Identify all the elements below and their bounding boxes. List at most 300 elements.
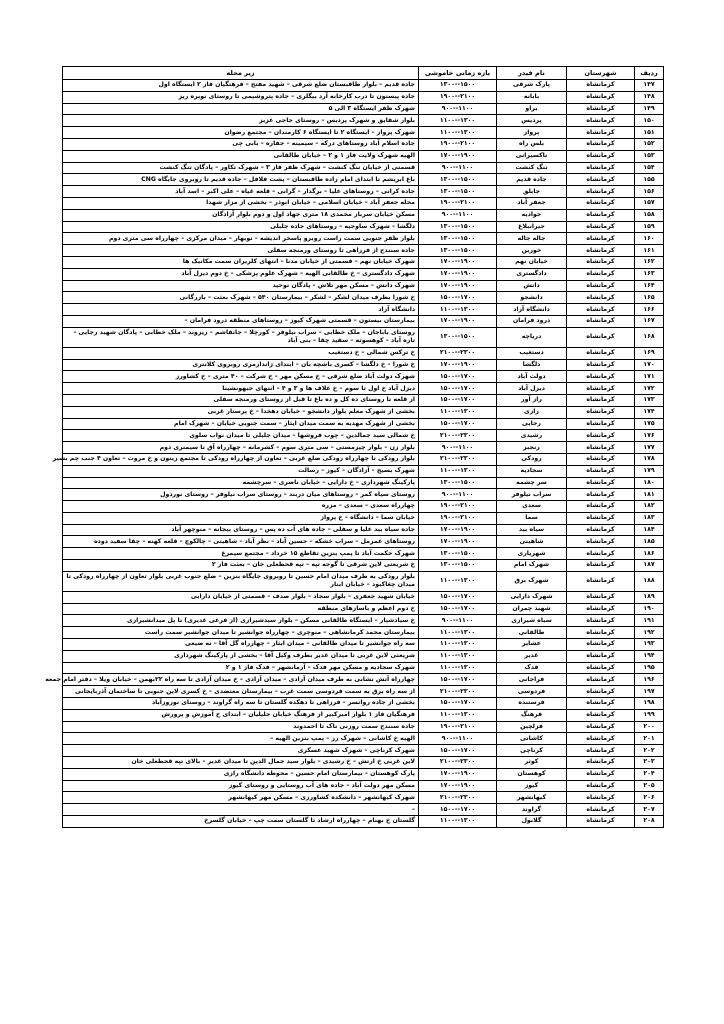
- row-number-cell: ۱۷۵: [635, 418, 664, 430]
- table-row: [63, 627, 664, 639]
- time-cell: ۲۱۰۰--۱۹۰۰: [419, 721, 497, 733]
- table-row: [63, 757, 664, 769]
- feeder-cell: سیاه بید: [497, 524, 567, 536]
- area-cell: بلوار زن – بلوار چیزمستی – سی متری سوم – کشرمانه – چهارراه آق تا سیمتری دوم: [63, 442, 419, 454]
- header-county: شهرستان: [567, 67, 635, 80]
- row-number-cell: ۲۰۳: [635, 757, 664, 769]
- feeder-cell: سیاه شیرازی: [497, 615, 567, 627]
- area-cell: بلوار شقایق و شهرک پردیس – روستای حاجی عزیز: [63, 115, 419, 127]
- county-cell: کرمانشاه: [567, 477, 635, 489]
- area-cell: بلوار رودکی به طرف میدان امام حسین تا روبروی جایگاه بنزین – ضلع جنوب غربی بلوار تعاون از چهارراه رودکی تا میدان چغاکبود – خیابان ابنار: [63, 571, 419, 591]
- time-cell: ۱۵۰۰--۱۳۰۰: [419, 186, 497, 198]
- county-cell: کرمانشاه: [567, 221, 635, 233]
- county-cell: کرمانشاه: [567, 536, 635, 548]
- area-cell: بخشی از شهرک مهدیه به سمت میدان ایثار – سمت جنوبی خیابان – شهرک امام: [63, 418, 419, 430]
- row-number-cell: ۱۶۰: [635, 233, 664, 245]
- feeder-cell: جعفر آباد: [497, 197, 567, 209]
- feeder-cell: شهرک دارایی: [497, 591, 567, 603]
- county-cell: کرمانشاه: [567, 304, 635, 316]
- time-cell: ۱۱۰۰--۹۰۰: [419, 103, 497, 115]
- feeder-cell: دلگشا: [497, 359, 567, 371]
- area-cell: خ شمالی سید جمالدین – چوب فروشها – میدان جلیلی تا میدان نواب سلوی: [63, 430, 419, 442]
- row-number-cell: ۱۸۶: [635, 548, 664, 560]
- time-cell: ۱۹۰۰--۱۷۰۰: [419, 524, 497, 536]
- table-row: [63, 221, 664, 233]
- county-cell: کرمانشاه: [567, 698, 635, 710]
- table-row: [63, 453, 664, 465]
- table-row: [63, 816, 664, 828]
- county-cell: کرمانشاه: [567, 615, 635, 627]
- county-cell: کرمانشاه: [567, 489, 635, 501]
- time-cell: ۲۳۰۰--۲۱۰۰: [419, 453, 497, 465]
- feeder-cell: بابانه: [497, 91, 567, 103]
- county-cell: کرمانشاه: [567, 162, 635, 174]
- table-row: [63, 327, 664, 347]
- table-row: [63, 406, 664, 418]
- time-cell: ۲۳۰۰--۲۱۰۰: [419, 792, 497, 804]
- table-row: [63, 115, 664, 127]
- area-cell: مسکن خیابان سرباز محمدی ۱۸ متری جهاد اول و دوم بلوار آزادگان: [63, 209, 419, 221]
- feeder-cell: کیوز: [497, 780, 567, 792]
- table-row: [63, 792, 664, 804]
- feeder-cell: سراب نیلوفر: [497, 489, 567, 501]
- time-cell: ۱۵۰۰--۱۳۰۰: [419, 560, 497, 572]
- time-cell: ۱۹۰۰--۱۷۰۰: [419, 780, 497, 792]
- feeder-cell: جاده قدیم: [497, 174, 567, 186]
- time-cell: ۲۱۰۰--۱۹۰۰: [419, 197, 497, 209]
- feeder-cell: سر چشمه: [497, 477, 567, 489]
- row-number-cell: ۱۸۰: [635, 477, 664, 489]
- area-cell: شهرک حکمت آباد تا پمپ بنزین تقاطع ۱۵ خرداد – مجتمع سیمرغ: [63, 548, 419, 560]
- feeder-cell: گراوند: [497, 804, 567, 816]
- row-number-cell: ۱۸۳: [635, 512, 664, 524]
- area-cell: خیابان سما – دانشگاه – خ پرواز: [63, 512, 419, 524]
- feeder-cell: سجادیه: [497, 465, 567, 477]
- area-cell: بلوار رودکی تا چهارراه رودکی ضلع غربی – تعاون از چهارراه رودکی تا مجتمع زیتون و خ مروت – تعاون ۴ جنب چم بشیر: [63, 453, 419, 465]
- time-cell: ۱۱۰۰--۹۰۰: [419, 489, 497, 501]
- time-cell: ۱۷۰۰--۱۵۰۰: [419, 292, 497, 304]
- time-cell: ۱۷۰۰--۱۵۰۰: [419, 383, 497, 395]
- area-cell: مسکن مهر دولت آباد – جاده های آب روستایی و روستای کیوز: [63, 780, 419, 792]
- county-cell: کرمانشاه: [567, 591, 635, 603]
- county-cell: کرمانشاه: [567, 256, 635, 268]
- feeder-cell: پردیس: [497, 115, 567, 127]
- time-cell: ۱۳۰۰--۱۱۰۰: [419, 639, 497, 651]
- header-area: زیر محله: [63, 67, 419, 80]
- time-cell: ۲۳۰۰--۲۱۰۰: [419, 757, 497, 769]
- area-cell: پارک کوهستان – بیمارستان امام حسین – محوطه دانشگاه رازی: [63, 768, 419, 780]
- feeder-cell: غدیر: [497, 650, 567, 662]
- area-cell: خ دوم اعظم و باسازهای منطقه: [63, 603, 419, 615]
- row-number-cell: ۱۷۳: [635, 394, 664, 406]
- county-cell: کرمانشاه: [567, 674, 635, 686]
- table-row: [63, 150, 664, 162]
- feeder-cell: کاشانی: [497, 733, 567, 745]
- feeder-cell: درود فرامان: [497, 315, 567, 327]
- time-cell: ۱۳۰۰--۱۱۰۰: [419, 127, 497, 139]
- row-number-cell: ۲۰۵: [635, 780, 664, 792]
- feeder-cell: کوثر: [497, 757, 567, 769]
- area-cell: جاده سیاه بید علیا و سفلی – جاده های آب ده پس – روستای بیجانه – منوچهر آباد: [63, 524, 419, 536]
- table-row: [63, 745, 664, 757]
- feeder-cell: فردوسی: [497, 686, 567, 698]
- row-number-cell: ۱۶۳: [635, 268, 664, 280]
- county-cell: کرمانشاه: [567, 280, 635, 292]
- row-number-cell: ۱۸۵: [635, 536, 664, 548]
- time-cell: ۱۵۰۰--۱۳۰۰: [419, 477, 497, 489]
- time-cell: ۱۳۰۰--۱۱۰۰: [419, 304, 497, 316]
- row-number-cell: ۱۹۹: [635, 709, 664, 721]
- feeder-cell: فراجانی: [497, 674, 567, 686]
- row-number-cell: ۱۷۲: [635, 383, 664, 395]
- time-cell: ۱۵۰۰--۱۳۰۰: [419, 174, 497, 186]
- county-cell: کرمانشاه: [567, 359, 635, 371]
- county-cell: کرمانشاه: [567, 186, 635, 198]
- county-cell: کرمانشاه: [567, 627, 635, 639]
- county-cell: کرمانشاه: [567, 709, 635, 721]
- county-cell: کرمانشاه: [567, 560, 635, 572]
- row-number-cell: ۱۷۴: [635, 406, 664, 418]
- time-cell: ۲۱۰۰--۱۹۰۰: [419, 138, 497, 150]
- row-number-cell: ۱۵۸: [635, 209, 664, 221]
- row-number-cell: ۱۹۶: [635, 674, 664, 686]
- table-row: [63, 209, 664, 221]
- row-number-cell: ۱۷۸: [635, 453, 664, 465]
- row-number-cell: ۱۶۸: [635, 327, 664, 347]
- row-number-cell: ۱۸۷: [635, 560, 664, 572]
- table-row: [63, 662, 664, 674]
- row-number-cell: ۱۹۰: [635, 603, 664, 615]
- county-cell: کرمانشاه: [567, 394, 635, 406]
- table-row: [63, 512, 664, 524]
- county-cell: کرمانشاه: [567, 453, 635, 465]
- feeder-cell: فزلچین: [497, 721, 567, 733]
- table-row: [63, 442, 664, 454]
- time-cell: ۱۷۰۰--۱۵۰۰: [419, 698, 497, 710]
- time-cell: ۱۷۰۰--۱۵۰۰: [419, 418, 497, 430]
- county-cell: کرمانشاه: [567, 209, 635, 221]
- table-row: [63, 103, 664, 115]
- table-row: [63, 501, 664, 513]
- row-number-cell: ۱۵۱: [635, 127, 664, 139]
- table-row: [63, 733, 664, 745]
- county-cell: کرمانشاه: [567, 383, 635, 395]
- county-cell: کرمانشاه: [567, 430, 635, 442]
- table-row: [63, 304, 664, 316]
- area-cell: شهرک دانش – مسکن مهر تلاش – پادگان توحید: [63, 280, 419, 292]
- feeder-cell: شاهینی: [497, 536, 567, 548]
- table-row: [63, 315, 664, 327]
- area-cell: جاده قدیم – بلوار طاقبستان ضلع شرقی – شهید مفتح – فرهنگیان فاز ۲ ایستگاه اول: [63, 80, 419, 92]
- area-cell: گلستان خ بهنام – چهارراه ارشاد تا گلستان سمت چپ – خیابان گلسرخ: [63, 816, 419, 828]
- row-number-cell: ۱۸۹: [635, 591, 664, 603]
- row-number-cell: ۲۰۰: [635, 721, 664, 733]
- row-number-cell: ۲۰۷: [635, 804, 664, 816]
- area-cell: خ شریعتی لاین شرقی تا گوجه تپه – تپه قحطعلی خان – بعثت فاز ۲: [63, 560, 419, 572]
- county-cell: کرمانشاه: [567, 792, 635, 804]
- county-cell: کرمانشاه: [567, 150, 635, 162]
- feeder-cell: شهید چمران: [497, 603, 567, 615]
- table-row: [63, 162, 664, 174]
- time-cell: ۱۵۰۰--۱۳۰۰: [419, 548, 497, 560]
- row-number-cell: ۱۸۲: [635, 501, 664, 513]
- row-number-cell: ۱۹۱: [635, 615, 664, 627]
- county-cell: کرمانشاه: [567, 418, 635, 430]
- area-cell: دانشگاه آزاد: [63, 304, 419, 316]
- table-row: [63, 418, 664, 430]
- time-cell: ۱۳۰۰--۱۱۰۰: [419, 406, 497, 418]
- county-cell: کرمانشاه: [567, 268, 635, 280]
- area-cell: جاده سنندج سمت روزنی تاک تا احمدوند: [63, 721, 419, 733]
- table-body: [45, 80, 664, 828]
- time-cell: ۱۳۰۰--۱۱۰۰: [419, 627, 497, 639]
- feeder-cell: دولت آباد: [497, 371, 567, 383]
- feeder-cell: دستغیب: [497, 347, 567, 359]
- feeder-cell: جابلق: [497, 186, 567, 198]
- area-cell: خ ترکس شمالی – خ دستغیب: [63, 347, 419, 359]
- area-cell: روستای سیاه کمر – روستاهای میان دربند – روستای سراب نیلوفر – روستای نوردول: [63, 489, 419, 501]
- row-number-cell: ۱۷۱: [635, 371, 664, 383]
- feeder-cell: طالقانی: [497, 627, 567, 639]
- row-number-cell: ۱۹۲: [635, 627, 664, 639]
- table-row: [63, 780, 664, 792]
- county-cell: کرمانشاه: [567, 745, 635, 757]
- row-number-cell: ۱۴۸: [635, 91, 664, 103]
- table-row: [63, 674, 664, 686]
- time-cell: ۱۹۰۰--۱۷۰۰: [419, 536, 497, 548]
- county-cell: کرمانشاه: [567, 315, 635, 327]
- row-number-cell: ۱۵۵: [635, 174, 664, 186]
- time-cell: ۱۳۰۰--۱۱۰۰: [419, 650, 497, 662]
- area-cell: محله جعفر آباد – خیابان اسلامی – خیابان ابوذر – بخشی از مزار شهدا: [63, 197, 419, 209]
- time-cell: ۱۷۰۰--۱۵۰۰: [419, 804, 497, 816]
- table-row: [63, 394, 664, 406]
- table-row: [63, 359, 664, 371]
- header-time: بازه زمانی خاموشی: [419, 67, 497, 80]
- table-row: [63, 639, 664, 651]
- table-row: [63, 197, 664, 209]
- table-row: [63, 347, 664, 359]
- area-cell: بخشی از جاده روانسر – فرزاهی تا دهکده گلستان تا سه راه گراوند – روستای نوروزآباد: [63, 698, 419, 710]
- time-cell: ۱۹۰۰--۱۷۰۰: [419, 768, 497, 780]
- table-row: [63, 292, 664, 304]
- time-cell: ۱۵۰۰--۱۳۰۰: [419, 327, 497, 347]
- county-cell: کرمانشاه: [567, 639, 635, 651]
- time-cell: ۱۷۰۰--۱۵۰۰: [419, 674, 497, 686]
- feeder-cell: دانش: [497, 280, 567, 292]
- county-cell: کرمانشاه: [567, 512, 635, 524]
- row-number-cell: ۱۵۲: [635, 138, 664, 150]
- row-number-cell: ۱۹۷: [635, 686, 664, 698]
- feeder-cell: شهرک امام: [497, 560, 567, 572]
- county-cell: کرمانشاه: [567, 757, 635, 769]
- row-number-cell: ۲۰۴: [635, 768, 664, 780]
- time-cell: ۱۱۰۰--۹۰۰: [419, 442, 497, 454]
- area-cell: از سه راه برق به سمت فردوسی سمت غرب – بیمارستان معتضدی – خ کسری لاین جنوبی تا ساختمان آذربایجانی: [63, 686, 419, 698]
- county-cell: کرمانشاه: [567, 501, 635, 513]
- area-cell: روستای باباجان – ملک خطابی – سراب نیلوفر – کورچلا – جانفاشم – ریزوند – ملک خطابی – پادگان شهید رجایی – تازه آباد – کوهسوته – سفید چقا – بنی آباد: [63, 327, 419, 347]
- feeder-cell: براو: [497, 103, 567, 115]
- table-header-row: [63, 67, 664, 80]
- header-row-number: ردیف: [635, 67, 664, 80]
- row-number-cell: ۱۸۴: [635, 524, 664, 536]
- time-cell: ۱۷۰۰--۱۵۰۰: [419, 745, 497, 757]
- area-cell: خ شورا بطرف میدان لشکر – لشکر – بیمارستان ۵۴۰ – شهرک بعثت – بازرگانی: [63, 292, 419, 304]
- feeder-cell: کوهستان: [497, 768, 567, 780]
- feeder-cell: رنجبر: [497, 442, 567, 454]
- county-cell: کرمانشاه: [567, 804, 635, 816]
- feeder-cell: پرواز: [497, 127, 567, 139]
- feeder-cell: کرناچی: [497, 745, 567, 757]
- row-number-cell: ۱۶۱: [635, 245, 664, 257]
- county-cell: کرمانشاه: [567, 733, 635, 745]
- area-cell: لاین غربی خ ارتش – خ رشیدی – بلوار سید جمال الدین تا میدان غدیر – بالای تپه قحطعلی خان: [63, 757, 419, 769]
- county-cell: کرمانشاه: [567, 686, 635, 698]
- area-cell: بیمارستان محمد کرمانشاهی – منوچری – چهارراه جوانشیر تا میدان جوانشیر سمت راست: [63, 627, 419, 639]
- time-cell: ۱۷۰۰--۱۵۰۰: [419, 591, 497, 603]
- table-row: [63, 686, 664, 698]
- county-cell: کرمانشاه: [567, 650, 635, 662]
- table-row: [63, 603, 664, 615]
- row-number-cell: ۱۷۶: [635, 430, 664, 442]
- county-cell: کرمانشاه: [567, 571, 635, 591]
- time-cell: ۱۹۰۰--۱۷۰۰: [419, 150, 497, 162]
- county-cell: کرمانشاه: [567, 721, 635, 733]
- county-cell: کرمانشاه: [567, 138, 635, 150]
- row-number-cell: ۱۴۷: [635, 80, 664, 92]
- row-number-cell: ۲۰۱: [635, 733, 664, 745]
- time-cell: ۱۱۰۰--۹۰۰: [419, 162, 497, 174]
- time-cell: ۲۱۰۰--۱۹۰۰: [419, 91, 497, 103]
- feeder-cell: دانشگاه آزاد: [497, 304, 567, 316]
- table-row: [63, 371, 664, 383]
- county-cell: کرمانشاه: [567, 780, 635, 792]
- county-cell: کرمانشاه: [567, 245, 635, 257]
- table-row: [63, 383, 664, 395]
- time-cell: ۲۱۰۰--۱۹۰۰: [419, 501, 497, 513]
- county-cell: کرمانشاه: [567, 465, 635, 477]
- county-cell: کرمانشاه: [567, 816, 635, 828]
- county-cell: کرمانشاه: [567, 442, 635, 454]
- header-feeder: نام فیدر: [497, 67, 567, 80]
- table-row: [63, 548, 664, 560]
- time-cell: ۱۹۰۰--۱۷۰۰: [419, 280, 497, 292]
- area-cell: شهرک ظفر ایستگاه ۳ الی ۵: [63, 103, 419, 115]
- area-cell: جاده سنندج از فرزاهی تا روستای ورمنجه سفلی: [63, 245, 419, 257]
- table-row: [63, 430, 664, 442]
- time-cell: ۱۵۰۰--۱۳۰۰: [419, 233, 497, 245]
- area-cell: جاده کرانی – روستاهای علیا – برگدار – گرانی – قلعه غیاه – علی اکبر – اسد آباد: [63, 186, 419, 198]
- row-number-cell: ۱۵۳: [635, 150, 664, 162]
- county-cell: کرمانشاه: [567, 327, 635, 347]
- feeder-cell: سما: [497, 512, 567, 524]
- row-number-cell: ۱۵۹: [635, 221, 664, 233]
- feeder-cell: تاکسیرانی: [497, 150, 567, 162]
- county-cell: کرمانشاه: [567, 91, 635, 103]
- area-cell: دلگشا – شهرک ساوجیه – روستاهای جاده جلبلی: [63, 221, 419, 233]
- time-cell: ۱۳۰۰--۱۱۰۰: [419, 709, 497, 721]
- area-cell: شهرک پرواز – ایستگاه ۲ تا ایستگاه ۶ کارمندان – مجتمع رضوان: [63, 127, 419, 139]
- row-number-cell: ۲۰۸: [635, 816, 664, 828]
- row-number-cell: ۱۶۹: [635, 347, 664, 359]
- area-cell: خ شورا – خ دلگشا – کسری باشچه بان – ابتدای ژاندارمری روبروی کلانتری: [63, 359, 419, 371]
- county-cell: کرمانشاه: [567, 174, 635, 186]
- area-cell: شهرک کرناچی – شهرک شهید عسکری: [63, 745, 419, 757]
- county-cell: کرمانشاه: [567, 115, 635, 127]
- feeder-cell: فرهنگ: [497, 709, 567, 721]
- time-cell: ۱۹۰۰--۱۷۰۰: [419, 256, 497, 268]
- area-cell: سه راه جوانشیر تا میدان طالقانی – میدان ابثار – چهارراه گل آقا – ته ضیعی: [63, 639, 419, 651]
- county-cell: کرمانشاه: [567, 197, 635, 209]
- feeder-cell: فرستنده: [497, 698, 567, 710]
- area-cell: خ سیادشیار – ایستگاه طالقانی مسکن – بلوار سیدشیرازی (از فرعی غدیری) تا پل میدانشیرازی: [63, 615, 419, 627]
- time-cell: ۱۱۰۰--۹۰۰: [419, 733, 497, 745]
- table-row: [63, 536, 664, 548]
- feeder-cell: پارک شرقی: [497, 80, 567, 92]
- table-row: [63, 174, 664, 186]
- county-cell: کرمانشاه: [567, 103, 635, 115]
- area-cell: الهیه خ کاشانی – شهرک رز – پمپ بنزین الهیه –: [63, 733, 419, 745]
- table-row: [63, 524, 664, 536]
- row-number-cell: ۱۶۴: [635, 280, 664, 292]
- county-cell: کرمانشاه: [567, 371, 635, 383]
- time-cell: ۲۳۰۰--۲۱۰۰: [419, 347, 497, 359]
- feeder-cell: جاله جاله: [497, 233, 567, 245]
- row-number-cell: ۱۷۷: [635, 442, 664, 454]
- row-number-cell: ۱۸۸: [635, 571, 664, 591]
- row-number-cell: ۱۷۰: [635, 359, 664, 371]
- row-number-cell: ۱۹۴: [635, 650, 664, 662]
- area-cell: دیزل آباد خ اول تا سوم – خ علاف ها و ۳ و ۴ – انتهای جیهونشینا: [63, 383, 419, 395]
- area-cell: قسمتی از خیابان تنگ کنشت – شهرک ظفر فاز ۳ – شهرک تکاور – پادگان تنگ کنشت: [63, 162, 419, 174]
- time-cell: ۱۱۰۰--۹۰۰: [419, 615, 497, 627]
- county-cell: کرمانشاه: [567, 127, 635, 139]
- county-cell: کرمانشاه: [567, 406, 635, 418]
- county-cell: کرمانشاه: [567, 603, 635, 615]
- table-row: [63, 127, 664, 139]
- county-cell: کرمانشاه: [567, 233, 635, 245]
- feeder-cell: سعدی: [497, 501, 567, 513]
- table-row: [63, 571, 664, 591]
- time-cell: ۱۵۰۰--۱۳۰۰: [419, 245, 497, 257]
- feeder-cell: بلس راه: [497, 138, 567, 150]
- feeder-cell: شهرک برق: [497, 571, 567, 591]
- feeder-cell: عشایر: [497, 639, 567, 651]
- table-row: [63, 698, 664, 710]
- table-row: [63, 489, 664, 501]
- table-row: [63, 465, 664, 477]
- area-cell: خیابان شهید جعفری – بلوار سجاد – بلوار صدف – قسمتی از خیابان دارایی: [63, 591, 419, 603]
- time-cell: ۱۷۰۰--۱۵۰۰: [419, 394, 497, 406]
- feeder-cell: خیابان نهم: [497, 256, 567, 268]
- feeder-cell: رشیدی: [497, 430, 567, 442]
- row-number-cell: ۲۰۲: [635, 745, 664, 757]
- row-number-cell: ۱۹۵: [635, 662, 664, 674]
- table-row: [63, 256, 664, 268]
- county-cell: کرمانشاه: [567, 80, 635, 92]
- time-cell: ۱۱۰۰--۹۰۰: [419, 209, 497, 221]
- row-number-cell: ۱۵۰: [635, 115, 664, 127]
- row-number-cell: ۱۶۲: [635, 256, 664, 268]
- table-row: [63, 650, 664, 662]
- area-cell: چهارراه آتش نشانی به طرف میدان آزادی – میدان آزادی – خ میدان آزادی تا سه راه ۲۲بهمن – خیابان ویلا – دفتر امام جمعه: [63, 674, 419, 686]
- feeder-cell: کیهانشهر: [497, 792, 567, 804]
- time-cell: ۱۳۰۰--۱۱۰۰: [419, 816, 497, 828]
- area-cell: شهرک خیابان نهم – قسمتی از خیابان مدنا – انتهای کلریران سمت مکانیک ها: [63, 256, 419, 268]
- row-number-cell: ۱۶۷: [635, 315, 664, 327]
- feeder-cell: جوادیه: [497, 209, 567, 221]
- table-row: [63, 560, 664, 572]
